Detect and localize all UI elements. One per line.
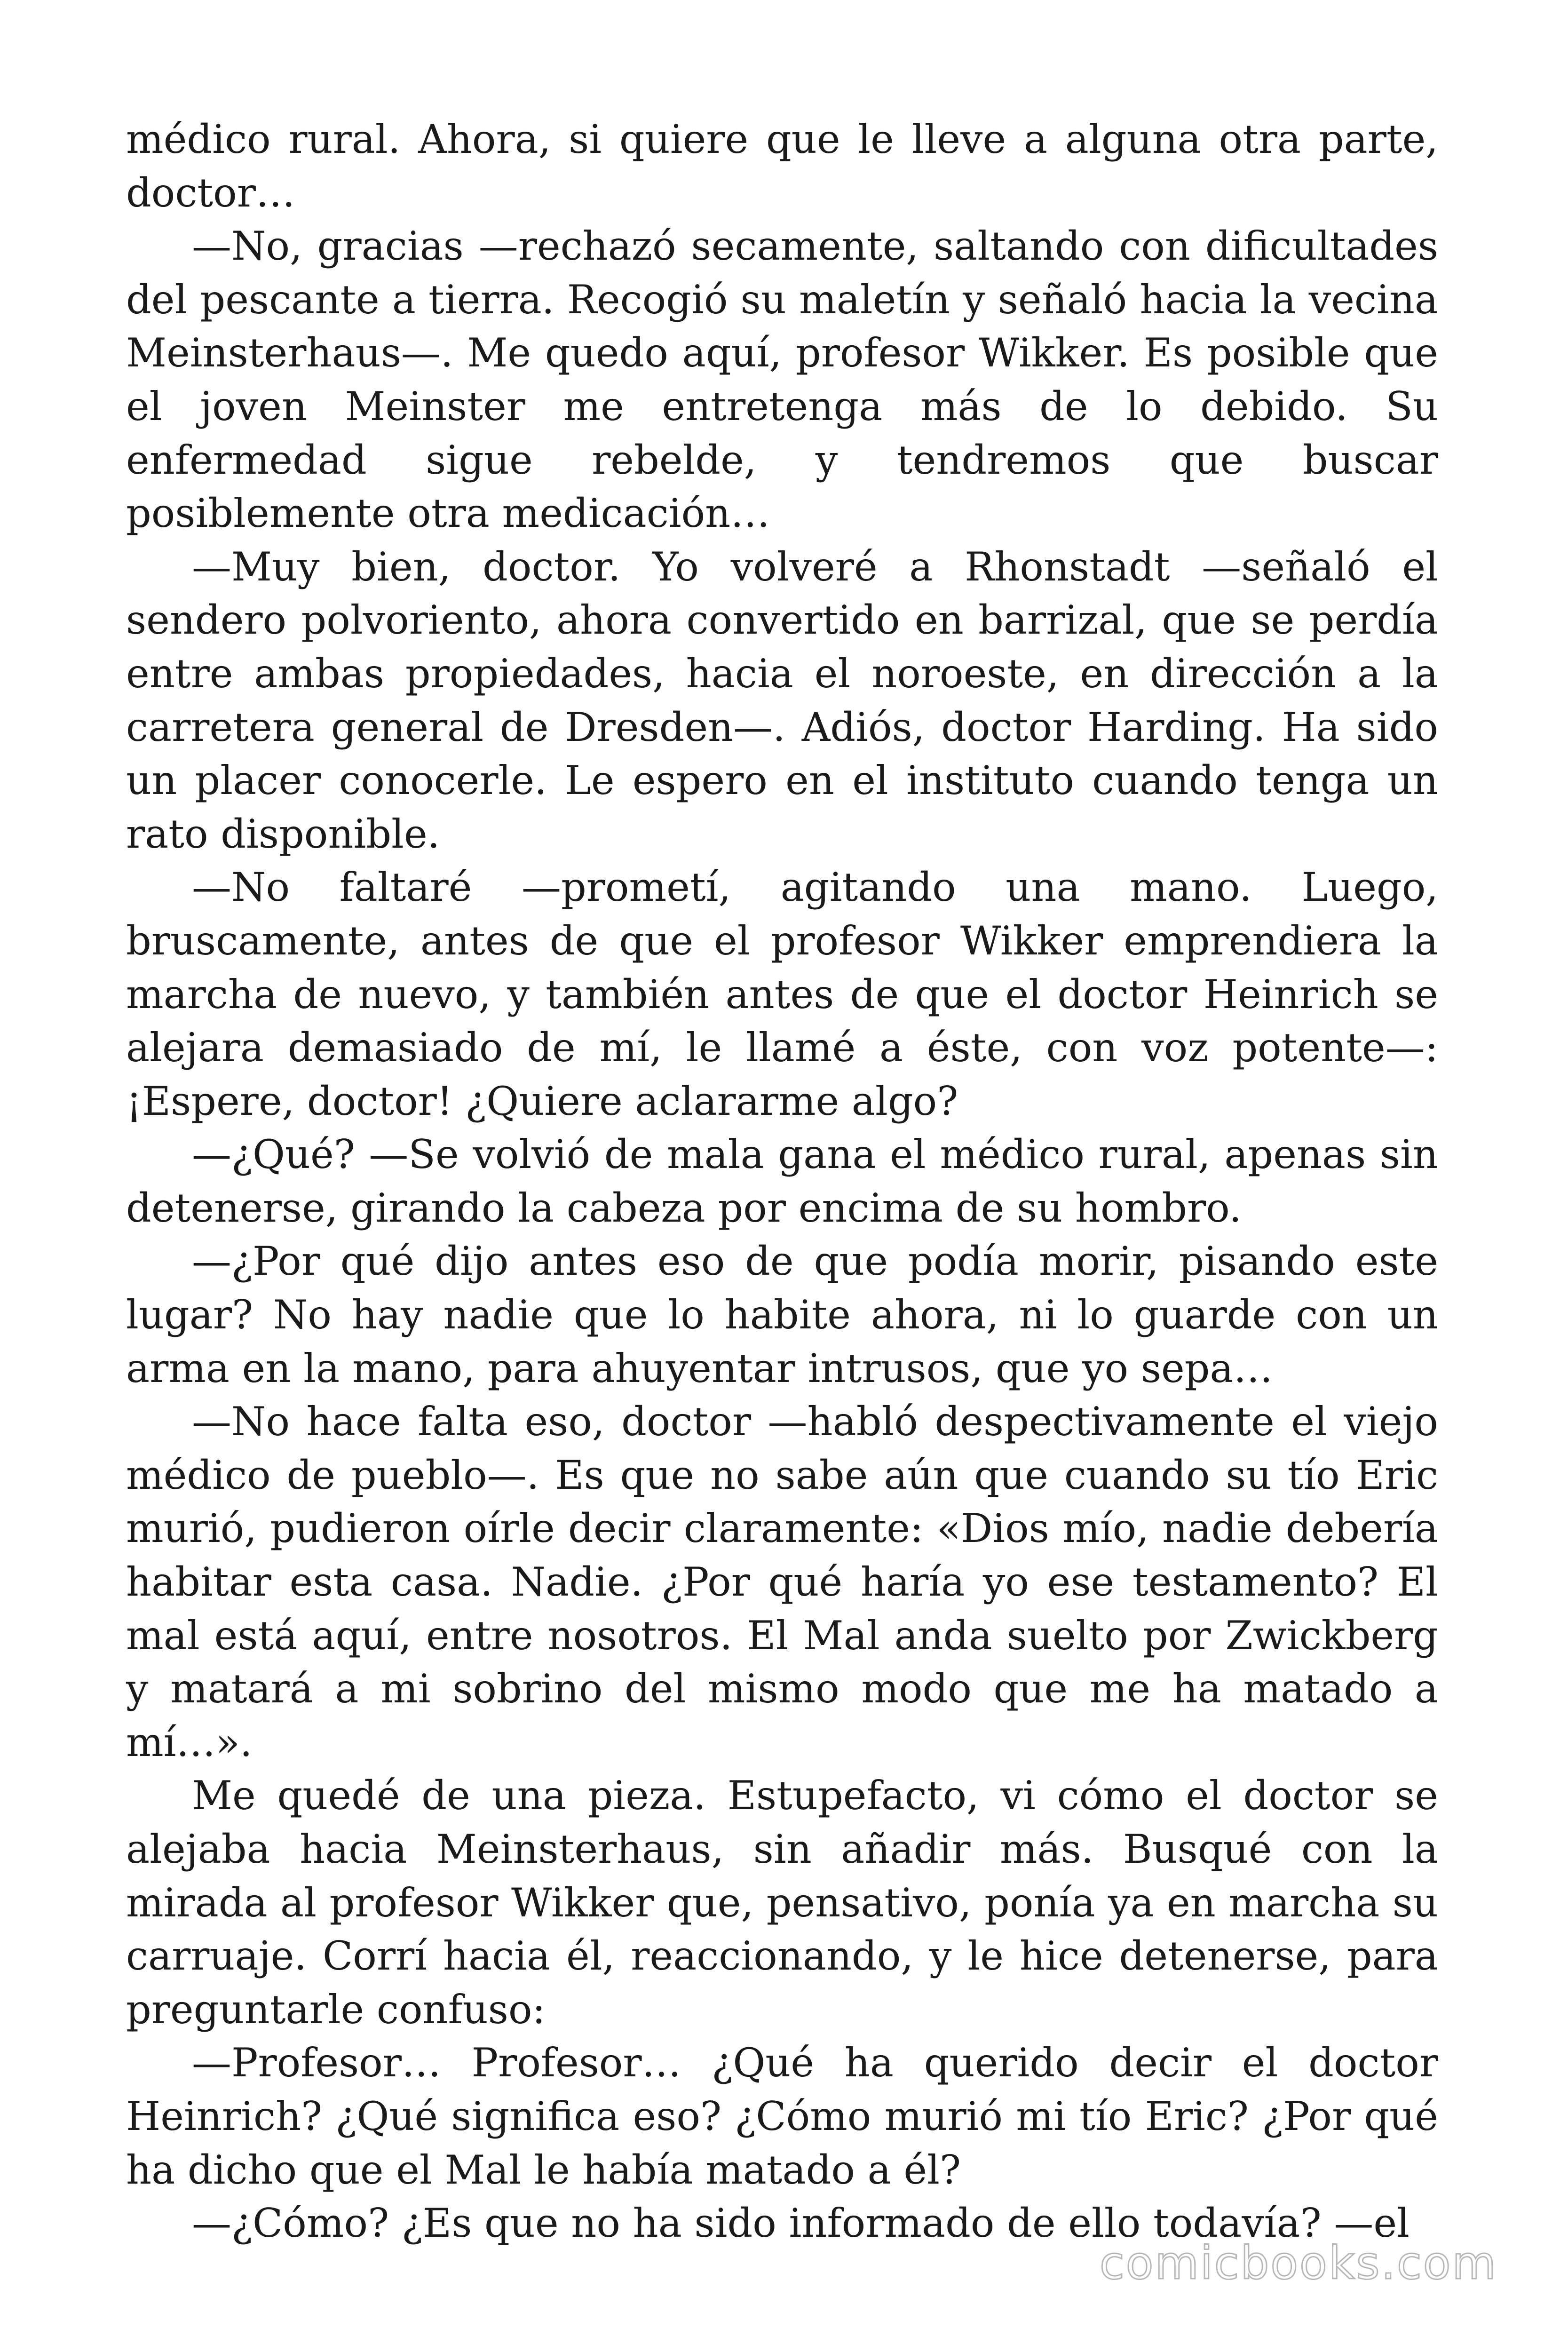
paragraph: —Muy bien, doctor. Yo volveré a Rhonstadt —señaló el sendero polvoriento, ahora convertido en barrizal, que se perdía entre ambas propiedades, hacia el noroeste, en dirección a la carretera general de Dresden—. Adiós, doctor Harding. Ha sido un placer conocerle. Le espero en el instituto cuando tenga un rato disponible. (126, 543, 1438, 857)
paragraph: —¿Cómo? ¿Es que no ha sido informado de ello todavía? —el (192, 2200, 1410, 2247)
paragraph: —Profesor… Profesor… ¿Qué ha querido decir el doctor Heinrich? ¿Qué significa eso? ¿Cómo murió mi tío Eric? ¿Por qué ha dicho que el Mal le había matado a él? (126, 2040, 1438, 2193)
paragraph: —No, gracias —rechazó secamente, saltando con dificultades del pescante a tierra. Recogió su maletín y señaló hacia la vecina Meinsterhaus—. Me quedo aquí, profesor Wikker. Es posible que el joven Meinster me entretenga más de lo debido. Su enfermedad sigue rebelde, y tendremos que buscar posiblemente otra medicación… (126, 223, 1438, 537)
paragraph: —¿Por qué dijo antes eso de que podía morir, pisando este lugar? No hay nadie que lo habite ahora, ni lo guarde con un arma en la mano, para ahuyentar intrusos, que yo sepa… (126, 1238, 1438, 1391)
watermark: comicbooks.com (1099, 2237, 1497, 2289)
paragraph: —No faltaré —prometí, agitando una mano. Luego, bruscamente, antes de que el profesor Wikker emprendiera la marcha de nuevo, y también antes de que el doctor Heinrich se alejara demasiado de mí, le llamé a éste, con voz potente—: ¡Espere, doctor! ¿Quiere aclararme algo? (126, 864, 1438, 1124)
paragraph: —No hace falta eso, doctor —habló despectivamente el viejo médico de pueblo—. Es que no sabe aún que cuando su tío Eric murió, pudieron oírle decir claramente: «Dios mío, nadie debería habitar esta casa. Nadie. ¿Por qué haría yo ese testamento? El mal está aquí, entre nosotros. El Mal anda suelto por Zwickberg y matará a mi sobrino del mismo modo que me ha matado a mí…». (126, 1398, 1438, 1765)
paragraph: médico rural. Ahora, si quiere que le lleve a alguna otra parte, doctor… (126, 116, 1438, 216)
paragraph: Me quedé de una pieza. Estupefacto, vi cómo el doctor se alejaba hacia Meinsterhaus, sin añadir más. Busqué con la mirada al profesor Wikker que, pensativo, ponía ya en marcha su carruaje. Corrí hacia él, reaccionando, y le hice detenerse, para preguntarle confuso: (126, 1772, 1438, 2033)
paragraph: —¿Qué? —Se volvió de mala gana el médico rural, apenas sin detenerse, girando la cabeza por encima de su hombro. (126, 1131, 1438, 1231)
book-page-body (126, 113, 1438, 2250)
